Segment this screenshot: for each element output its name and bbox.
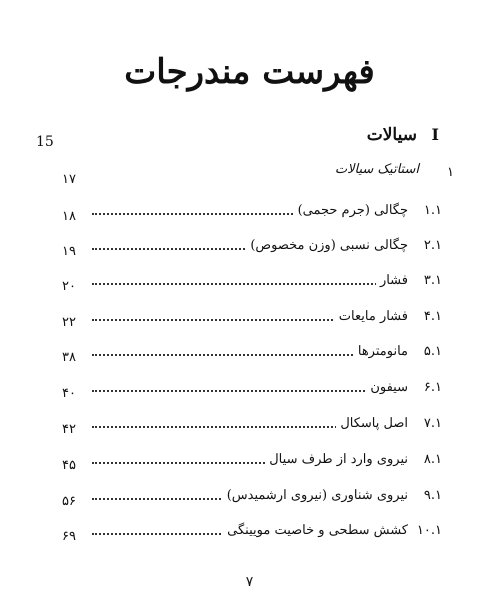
entry-title: فشار xyxy=(376,273,408,288)
entry-title: نیروی شناوری (نیروی ارشمیدس) xyxy=(223,488,408,503)
entry-page: ۲۰ xyxy=(62,279,82,294)
dot-leader xyxy=(92,283,408,285)
entry-title: اصل پاسکال xyxy=(336,416,408,431)
entry-number: ۱.۱ xyxy=(423,203,442,218)
entry-title: چگالی نسبی (وزن مخصوص) xyxy=(246,238,408,253)
toc-entry[interactable] xyxy=(62,344,448,366)
entry-title: سیفون xyxy=(366,380,408,395)
toc-entry[interactable] xyxy=(62,452,448,474)
dot-leader xyxy=(92,390,408,392)
toc-entry[interactable] xyxy=(62,380,448,402)
toc-entry[interactable] xyxy=(62,273,448,295)
entry-number: ۴.۱ xyxy=(423,309,442,324)
entry-title: کشش سطحی و خاصیت مویینگی xyxy=(223,523,408,538)
entry-page: ۴۵ xyxy=(62,458,82,473)
chapter-number: ۱ xyxy=(447,165,454,180)
entry-number: ۷.۱ xyxy=(423,416,442,431)
toc-entry[interactable] xyxy=(62,416,448,438)
entry-page: ۱۹ xyxy=(62,244,82,259)
entry-title: فشار مایعات xyxy=(335,309,408,324)
toc-entry[interactable] xyxy=(62,238,448,260)
entry-number: ۵.۱ xyxy=(423,344,442,359)
entry-page: ۴۲ xyxy=(62,422,82,437)
entry-title: چگالی (جرم حجمی) xyxy=(294,203,408,218)
page-title: فهرست مندرجات xyxy=(124,52,375,92)
entry-number: ۶.۱ xyxy=(423,380,442,395)
entry-number: ۲.۱ xyxy=(423,238,442,253)
entry-page: ۱۸ xyxy=(62,209,82,224)
toc-entry[interactable] xyxy=(62,203,448,225)
entry-page: ۶۹ xyxy=(62,529,82,544)
entry-number: ۱۰.۱ xyxy=(416,523,442,538)
footer-page-number: ۷ xyxy=(245,574,254,590)
part-title: سیالات xyxy=(366,125,417,145)
part-page-number: 15 xyxy=(36,134,54,150)
entry-page: ۲۲ xyxy=(62,315,82,330)
entry-number: ۹.۱ xyxy=(423,488,442,503)
entry-page: ۴۰ xyxy=(62,386,82,401)
part-number: I xyxy=(431,125,439,144)
toc-entry[interactable] xyxy=(62,309,448,331)
entry-page: ۵۶ xyxy=(62,494,82,509)
toc-entry[interactable] xyxy=(62,523,448,545)
chapter-page-number: ۱۷ xyxy=(62,172,76,187)
entry-page: ۳۸ xyxy=(62,350,82,365)
entry-number: ۳.۱ xyxy=(423,273,442,288)
chapter-title: استاتیک سیالات xyxy=(334,162,419,177)
entry-title: نیروی وارد از طرف سیال xyxy=(265,452,408,467)
entry-title: مانومترها xyxy=(354,344,408,359)
toc-entry[interactable] xyxy=(62,488,448,510)
entry-number: ۸.۱ xyxy=(423,452,442,467)
